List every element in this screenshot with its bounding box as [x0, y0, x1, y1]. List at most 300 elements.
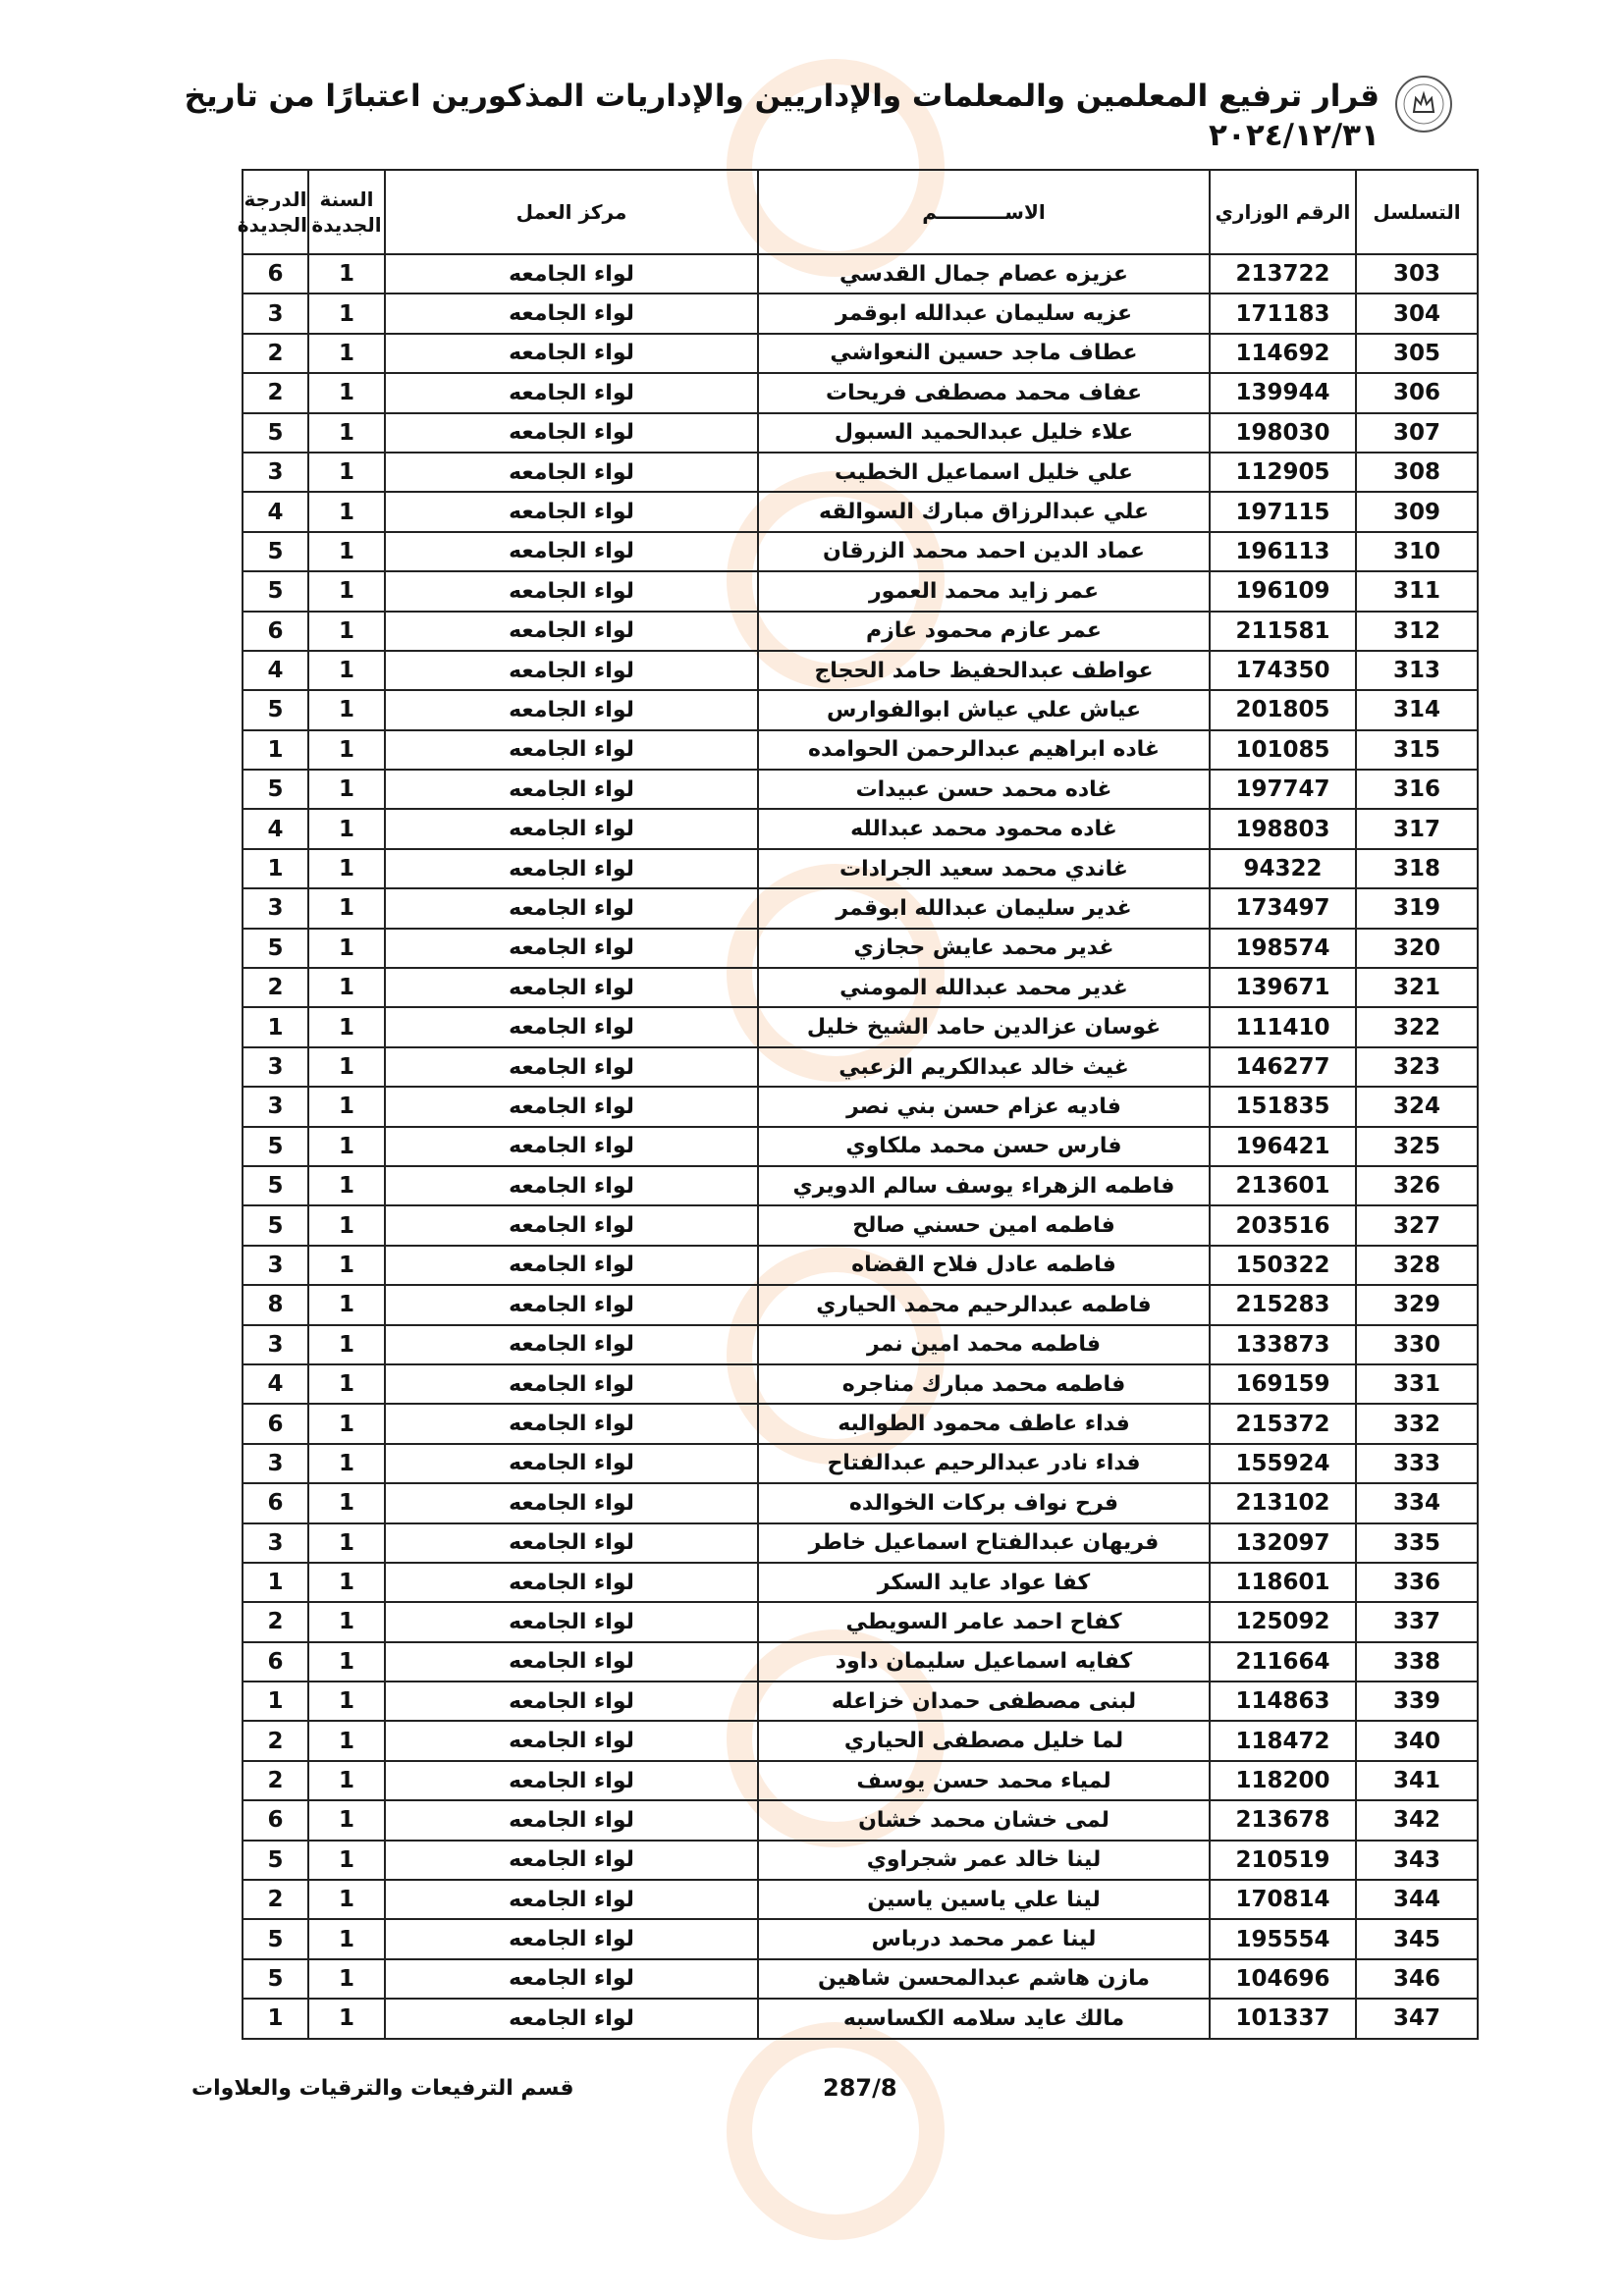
- new-year-cell: 1: [308, 968, 385, 1007]
- table-row: [243, 1007, 1478, 1046]
- name-cell: فاديه عزام حسن بني نصر: [758, 1087, 1210, 1126]
- new-grade-cell: 1: [243, 1999, 308, 2038]
- table-row: [243, 1246, 1478, 1285]
- new-year-cell: 1: [308, 1721, 385, 1760]
- table-row: [243, 453, 1478, 492]
- ministry-number-cell: 210519: [1210, 1841, 1356, 1880]
- new-year-cell: 1: [308, 1246, 385, 1285]
- table-row: [243, 1047, 1478, 1087]
- new-year-cell: 1: [308, 571, 385, 611]
- ministry-number-cell: 118472: [1210, 1721, 1356, 1760]
- new-year-cell: 1: [308, 254, 385, 294]
- serial-cell: 306: [1356, 373, 1478, 412]
- work-center-cell: لواء الجامعه: [385, 690, 758, 729]
- work-center-cell: لواء الجامعه: [385, 1127, 758, 1166]
- table-row: [243, 849, 1478, 888]
- ministry-number-cell: 198574: [1210, 929, 1356, 968]
- new-year-cell: 1: [308, 1047, 385, 1087]
- serial-cell: 320: [1356, 929, 1478, 968]
- table-row: [243, 1999, 1478, 2038]
- work-center-cell: لواء الجامعه: [385, 1721, 758, 1760]
- serial-cell: 346: [1356, 1959, 1478, 1999]
- new-grade-cell: 6: [243, 1642, 308, 1682]
- work-center-cell: لواء الجامعه: [385, 492, 758, 531]
- work-center-cell: لواء الجامعه: [385, 1444, 758, 1483]
- name-cell: لينا علي ياسين ياسين: [758, 1880, 1210, 1919]
- new-year-cell: 1: [308, 1127, 385, 1166]
- name-cell: عمر زايد محمد العمور: [758, 571, 1210, 611]
- table-row: [243, 612, 1478, 651]
- name-cell: فداء نادر عبدالرحيم عبدالفتاح: [758, 1444, 1210, 1483]
- serial-cell: 343: [1356, 1841, 1478, 1880]
- work-center-cell: لواء الجامعه: [385, 612, 758, 651]
- work-center-cell: لواء الجامعه: [385, 1205, 758, 1245]
- new-grade-cell: 2: [243, 334, 308, 373]
- ministry-number-cell: 139671: [1210, 968, 1356, 1007]
- table-row: [243, 1761, 1478, 1800]
- ministry-number-cell: 101337: [1210, 1999, 1356, 2038]
- table-row: [243, 1166, 1478, 1205]
- header-new-year: السنة الجديدة: [308, 170, 385, 254]
- new-grade-cell: 2: [243, 373, 308, 412]
- ministry-number-cell: 146277: [1210, 1047, 1356, 1087]
- serial-cell: 326: [1356, 1166, 1478, 1205]
- table-row: [243, 1602, 1478, 1641]
- work-center-cell: لواء الجامعه: [385, 1364, 758, 1404]
- name-cell: غدير محمد عايش حجازي: [758, 929, 1210, 968]
- name-cell: فاطمه امين حسني صالح: [758, 1205, 1210, 1245]
- ministry-number-cell: 169159: [1210, 1364, 1356, 1404]
- serial-cell: 322: [1356, 1007, 1478, 1046]
- new-year-cell: 1: [308, 1523, 385, 1563]
- watermark: [727, 2022, 945, 2240]
- ministry-number-cell: 215372: [1210, 1404, 1356, 1443]
- new-grade-cell: 6: [243, 1404, 308, 1443]
- serial-cell: 341: [1356, 1761, 1478, 1800]
- work-center-cell: لواء الجامعه: [385, 968, 758, 1007]
- ministry-number-cell: 198803: [1210, 809, 1356, 848]
- name-cell: فاطمه محمد امين نمر: [758, 1325, 1210, 1364]
- work-center-cell: لواء الجامعه: [385, 1285, 758, 1324]
- work-center-cell: لواء الجامعه: [385, 1404, 758, 1443]
- work-center-cell: لواء الجامعه: [385, 1087, 758, 1126]
- work-center-cell: لواء الجامعه: [385, 730, 758, 770]
- table-row: [243, 1563, 1478, 1602]
- document-title: قرار ترفيع المعلمين والمعلمات والإداريين والإداريات المذكورين اعتبارًا من تاريخ ٢٠٢٤/١٢/٣١: [184, 79, 1380, 154]
- serial-cell: 336: [1356, 1563, 1478, 1602]
- name-cell: لمى خشان محمد خشان: [758, 1800, 1210, 1840]
- new-grade-cell: 1: [243, 849, 308, 888]
- name-cell: علي خليل اسماعيل الخطيب: [758, 453, 1210, 492]
- ministry-number-cell: 118200: [1210, 1761, 1356, 1800]
- name-cell: عطاف ماجد حسين النعواشي: [758, 334, 1210, 373]
- table-row: [243, 294, 1478, 333]
- serial-cell: 303: [1356, 254, 1478, 294]
- work-center-cell: لواء الجامعه: [385, 413, 758, 453]
- table-row: [243, 888, 1478, 928]
- table-row: [243, 1087, 1478, 1126]
- new-grade-cell: 8: [243, 1285, 308, 1324]
- work-center-cell: لواء الجامعه: [385, 254, 758, 294]
- ministry-number-cell: 197115: [1210, 492, 1356, 531]
- name-cell: غاده محمد حسن عبيدات: [758, 770, 1210, 809]
- new-grade-cell: 4: [243, 1364, 308, 1404]
- serial-cell: 317: [1356, 809, 1478, 848]
- ministry-number-cell: 173497: [1210, 888, 1356, 928]
- table-row: [243, 373, 1478, 412]
- new-grade-cell: 3: [243, 1087, 308, 1126]
- new-year-cell: 1: [308, 1682, 385, 1721]
- table-row: [243, 1800, 1478, 1840]
- new-year-cell: 1: [308, 1166, 385, 1205]
- work-center-cell: لواء الجامعه: [385, 294, 758, 333]
- new-year-cell: 1: [308, 492, 385, 531]
- ministry-number-cell: 155924: [1210, 1444, 1356, 1483]
- header-serial: التسلسل: [1356, 170, 1478, 254]
- ministry-number-cell: 151835: [1210, 1087, 1356, 1126]
- ministry-number-cell: 94322: [1210, 849, 1356, 888]
- serial-cell: 316: [1356, 770, 1478, 809]
- name-cell: عزيه سليمان عبدالله ابوقمر: [758, 294, 1210, 333]
- ministry-number-cell: 196109: [1210, 571, 1356, 611]
- new-year-cell: 1: [308, 888, 385, 928]
- new-year-cell: 1: [308, 809, 385, 848]
- name-cell: غاده محمود محمد عبدالله: [758, 809, 1210, 848]
- table-row: [243, 1483, 1478, 1522]
- work-center-cell: لواء الجامعه: [385, 571, 758, 611]
- new-grade-cell: 3: [243, 1325, 308, 1364]
- name-cell: كفا عواد عايد السكر: [758, 1563, 1210, 1602]
- work-center-cell: لواء الجامعه: [385, 1007, 758, 1046]
- name-cell: فاطمه محمد مبارك مناجره: [758, 1364, 1210, 1404]
- table-row: [243, 1364, 1478, 1404]
- name-cell: عماد الدين احمد محمد الزرقان: [758, 532, 1210, 571]
- new-year-cell: 1: [308, 612, 385, 651]
- ministry-number-cell: 213722: [1210, 254, 1356, 294]
- new-year-cell: 1: [308, 1800, 385, 1840]
- serial-cell: 319: [1356, 888, 1478, 928]
- table-row: [243, 1285, 1478, 1324]
- name-cell: عياش علي عياش ابوالفوارس: [758, 690, 1210, 729]
- new-year-cell: 1: [308, 1285, 385, 1324]
- name-cell: فاطمه الزهراء يوسف سالم الدويري: [758, 1166, 1210, 1205]
- name-cell: فريهان عبدالفتاح اسماعيل خاطر: [758, 1523, 1210, 1563]
- name-cell: فرح نواف بركات الخوالده: [758, 1483, 1210, 1522]
- new-grade-cell: 6: [243, 612, 308, 651]
- serial-cell: 333: [1356, 1444, 1478, 1483]
- serial-cell: 312: [1356, 612, 1478, 651]
- work-center-cell: لواء الجامعه: [385, 1642, 758, 1682]
- serial-cell: 321: [1356, 968, 1478, 1007]
- work-center-cell: لواء الجامعه: [385, 1602, 758, 1641]
- table-row: [243, 809, 1478, 848]
- name-cell: علاء خليل عبدالحميد السبول: [758, 413, 1210, 453]
- serial-cell: 318: [1356, 849, 1478, 888]
- serial-cell: 327: [1356, 1205, 1478, 1245]
- new-grade-cell: 3: [243, 1047, 308, 1087]
- department-name: قسم الترفيعات والترقيات والعلاوات: [191, 2076, 574, 2101]
- table-row: [243, 1721, 1478, 1760]
- table-row: [243, 1682, 1478, 1721]
- serial-cell: 338: [1356, 1642, 1478, 1682]
- table-row: [243, 571, 1478, 611]
- ministry-number-cell: 133873: [1210, 1325, 1356, 1364]
- ministry-number-cell: 197747: [1210, 770, 1356, 809]
- table-row: [243, 532, 1478, 571]
- new-grade-cell: 6: [243, 1483, 308, 1522]
- new-year-cell: 1: [308, 1087, 385, 1126]
- document-header: [147, 77, 1380, 156]
- new-year-cell: 1: [308, 1007, 385, 1046]
- work-center-cell: لواء الجامعه: [385, 770, 758, 809]
- new-grade-cell: 6: [243, 1800, 308, 1840]
- ministry-number-cell: 213601: [1210, 1166, 1356, 1205]
- serial-cell: 339: [1356, 1682, 1478, 1721]
- ministry-number-cell: 118601: [1210, 1563, 1356, 1602]
- new-grade-cell: 5: [243, 929, 308, 968]
- ministry-number-cell: 112905: [1210, 453, 1356, 492]
- new-grade-cell: 5: [243, 571, 308, 611]
- ministry-number-cell: 104696: [1210, 1959, 1356, 1999]
- new-grade-cell: 5: [243, 1919, 308, 1958]
- work-center-cell: لواء الجامعه: [385, 1047, 758, 1087]
- table-row: [243, 1642, 1478, 1682]
- new-year-cell: 1: [308, 373, 385, 412]
- table-row: [243, 730, 1478, 770]
- new-year-cell: 1: [308, 294, 385, 333]
- work-center-cell: لواء الجامعه: [385, 1166, 758, 1205]
- name-cell: غاندي محمد سعيد الجرادات: [758, 849, 1210, 888]
- new-year-cell: 1: [308, 651, 385, 690]
- work-center-cell: لواء الجامعه: [385, 849, 758, 888]
- name-cell: فداء عاطف محمود الطوالبه: [758, 1404, 1210, 1443]
- new-grade-cell: 2: [243, 1721, 308, 1760]
- work-center-cell: لواء الجامعه: [385, 532, 758, 571]
- name-cell: فاطمه عبدالرحيم محمد الحياري: [758, 1285, 1210, 1324]
- name-cell: غيث خالد عبدالكريم الزعبي: [758, 1047, 1210, 1087]
- serial-cell: 332: [1356, 1404, 1478, 1443]
- ministry-number-cell: 211664: [1210, 1642, 1356, 1682]
- name-cell: عفاف محمد مصطفى فريحات: [758, 373, 1210, 412]
- name-cell: لبنى مصطفى حمدان خزاعله: [758, 1682, 1210, 1721]
- new-year-cell: 1: [308, 1999, 385, 2038]
- name-cell: علي عبدالرزاق مبارك السوالقه: [758, 492, 1210, 531]
- new-grade-cell: 2: [243, 1602, 308, 1641]
- table-row: [243, 1404, 1478, 1443]
- work-center-cell: لواء الجامعه: [385, 334, 758, 373]
- header-work-center: مركز العمل: [385, 170, 758, 254]
- ministry-number-cell: 114692: [1210, 334, 1356, 373]
- table-row: [243, 492, 1478, 531]
- serial-cell: 328: [1356, 1246, 1478, 1285]
- table-row: [243, 1841, 1478, 1880]
- work-center-cell: لواء الجامعه: [385, 1325, 758, 1364]
- work-center-cell: لواء الجامعه: [385, 1880, 758, 1919]
- work-center-cell: لواء الجامعه: [385, 809, 758, 848]
- serial-cell: 329: [1356, 1285, 1478, 1324]
- ministry-number-cell: 132097: [1210, 1523, 1356, 1563]
- name-cell: لمياء محمد حسن يوسف: [758, 1761, 1210, 1800]
- new-year-cell: 1: [308, 1841, 385, 1880]
- serial-cell: 330: [1356, 1325, 1478, 1364]
- ministry-number-cell: 170814: [1210, 1880, 1356, 1919]
- new-year-cell: 1: [308, 453, 385, 492]
- table-row: [243, 929, 1478, 968]
- new-year-cell: 1: [308, 929, 385, 968]
- new-grade-cell: 3: [243, 1246, 308, 1285]
- serial-cell: 315: [1356, 730, 1478, 770]
- new-year-cell: 1: [308, 1563, 385, 1602]
- name-cell: غاده ابراهيم عبدالرحمن الحوامده: [758, 730, 1210, 770]
- name-cell: غدير سليمان عبدالله ابوقمر: [758, 888, 1210, 928]
- serial-cell: 311: [1356, 571, 1478, 611]
- new-grade-cell: 5: [243, 1127, 308, 1166]
- new-grade-cell: 1: [243, 1563, 308, 1602]
- name-cell: لينا خالد عمر شجراوي: [758, 1841, 1210, 1880]
- name-cell: غوسان عزالدين حامد الشيخ خليل: [758, 1007, 1210, 1046]
- work-center-cell: لواء الجامعه: [385, 1800, 758, 1840]
- table-row: [243, 690, 1478, 729]
- ministry-emblem-icon: [1394, 75, 1453, 133]
- serial-cell: 337: [1356, 1602, 1478, 1641]
- ministry-number-cell: 114863: [1210, 1682, 1356, 1721]
- ministry-number-cell: 150322: [1210, 1246, 1356, 1285]
- new-grade-cell: 5: [243, 1166, 308, 1205]
- table-row: [243, 1325, 1478, 1364]
- table-row: [243, 1959, 1478, 1999]
- new-grade-cell: 4: [243, 809, 308, 848]
- work-center-cell: لواء الجامعه: [385, 1483, 758, 1522]
- table-row: [243, 1919, 1478, 1958]
- ministry-number-cell: 203516: [1210, 1205, 1356, 1245]
- name-cell: مازن هاشم عبدالمحسن شاهين: [758, 1959, 1210, 1999]
- serial-cell: 325: [1356, 1127, 1478, 1166]
- table-row: [243, 968, 1478, 1007]
- new-year-cell: 1: [308, 1642, 385, 1682]
- new-year-cell: 1: [308, 413, 385, 453]
- ministry-number-cell: 171183: [1210, 294, 1356, 333]
- new-year-cell: 1: [308, 1880, 385, 1919]
- new-year-cell: 1: [308, 1602, 385, 1641]
- work-center-cell: لواء الجامعه: [385, 1246, 758, 1285]
- serial-cell: 305: [1356, 334, 1478, 373]
- serial-cell: 310: [1356, 532, 1478, 571]
- ministry-number-cell: 213678: [1210, 1800, 1356, 1840]
- serial-cell: 344: [1356, 1880, 1478, 1919]
- new-year-cell: 1: [308, 1205, 385, 1245]
- ministry-number-cell: 139944: [1210, 373, 1356, 412]
- name-cell: مالك عايد سلامه الكساسبه: [758, 1999, 1210, 2038]
- new-grade-cell: 1: [243, 1682, 308, 1721]
- serial-cell: 334: [1356, 1483, 1478, 1522]
- new-year-cell: 1: [308, 334, 385, 373]
- header-name: الاســــــــــم: [758, 170, 1210, 254]
- new-grade-cell: 5: [243, 532, 308, 571]
- table-row: [243, 1523, 1478, 1563]
- new-year-cell: 1: [308, 1959, 385, 1999]
- name-cell: عزيزه عصام جمال القدسي: [758, 254, 1210, 294]
- name-cell: عمر عازم محمود عازم: [758, 612, 1210, 651]
- serial-cell: 345: [1356, 1919, 1478, 1958]
- name-cell: كفايه اسماعيل سليمان داود: [758, 1642, 1210, 1682]
- table-row: [243, 254, 1478, 294]
- new-grade-cell: 2: [243, 1880, 308, 1919]
- name-cell: فارس حسن محمد ملكاوي: [758, 1127, 1210, 1166]
- header-ministry-number: الرقم الوزاري: [1210, 170, 1356, 254]
- work-center-cell: لواء الجامعه: [385, 651, 758, 690]
- new-grade-cell: 5: [243, 1205, 308, 1245]
- new-grade-cell: 5: [243, 413, 308, 453]
- serial-cell: 331: [1356, 1364, 1478, 1404]
- serial-cell: 340: [1356, 1721, 1478, 1760]
- ministry-number-cell: 196421: [1210, 1127, 1356, 1166]
- serial-cell: 308: [1356, 453, 1478, 492]
- new-grade-cell: 5: [243, 770, 308, 809]
- work-center-cell: لواء الجامعه: [385, 373, 758, 412]
- ministry-number-cell: 101085: [1210, 730, 1356, 770]
- new-year-cell: 1: [308, 730, 385, 770]
- work-center-cell: لواء الجامعه: [385, 1999, 758, 2038]
- work-center-cell: لواء الجامعه: [385, 453, 758, 492]
- serial-cell: 323: [1356, 1047, 1478, 1087]
- serial-cell: 313: [1356, 651, 1478, 690]
- ministry-number-cell: 213102: [1210, 1483, 1356, 1522]
- work-center-cell: لواء الجامعه: [385, 888, 758, 928]
- new-grade-cell: 4: [243, 492, 308, 531]
- ministry-number-cell: 111410: [1210, 1007, 1356, 1046]
- new-year-cell: 1: [308, 1444, 385, 1483]
- work-center-cell: لواء الجامعه: [385, 1563, 758, 1602]
- new-year-cell: 1: [308, 532, 385, 571]
- serial-cell: 347: [1356, 1999, 1478, 2038]
- work-center-cell: لواء الجامعه: [385, 1841, 758, 1880]
- ministry-number-cell: 211581: [1210, 612, 1356, 651]
- table-header-row: [243, 170, 1478, 254]
- table-row: [243, 770, 1478, 809]
- promotions-table: [237, 169, 1479, 2040]
- name-cell: عواطف عبدالحفيظ حامد الحجاج: [758, 651, 1210, 690]
- new-grade-cell: 3: [243, 1523, 308, 1563]
- new-grade-cell: 1: [243, 730, 308, 770]
- new-grade-cell: 4: [243, 651, 308, 690]
- new-grade-cell: 5: [243, 690, 308, 729]
- serial-cell: 342: [1356, 1800, 1478, 1840]
- new-year-cell: 1: [308, 1404, 385, 1443]
- table-row: [243, 413, 1478, 453]
- serial-cell: 309: [1356, 492, 1478, 531]
- new-year-cell: 1: [308, 1325, 385, 1364]
- new-grade-cell: 3: [243, 294, 308, 333]
- work-center-cell: لواء الجامعه: [385, 1919, 758, 1958]
- table-row: [243, 1880, 1478, 1919]
- ministry-number-cell: 125092: [1210, 1602, 1356, 1641]
- new-year-cell: 1: [308, 1761, 385, 1800]
- work-center-cell: لواء الجامعه: [385, 1959, 758, 1999]
- name-cell: غدير محمد عبدالله المومني: [758, 968, 1210, 1007]
- serial-cell: 335: [1356, 1523, 1478, 1563]
- page-number: 287/8: [823, 2074, 897, 2102]
- new-year-cell: 1: [308, 1919, 385, 1958]
- serial-cell: 324: [1356, 1087, 1478, 1126]
- new-grade-cell: 1: [243, 1007, 308, 1046]
- new-grade-cell: 2: [243, 968, 308, 1007]
- header-new-grade: الدرجة الجديدة: [243, 170, 308, 254]
- table-row: [243, 334, 1478, 373]
- new-grade-cell: 5: [243, 1959, 308, 1999]
- table-row: [243, 1127, 1478, 1166]
- work-center-cell: لواء الجامعه: [385, 1682, 758, 1721]
- name-cell: كفاح احمد عامر السويطي: [758, 1602, 1210, 1641]
